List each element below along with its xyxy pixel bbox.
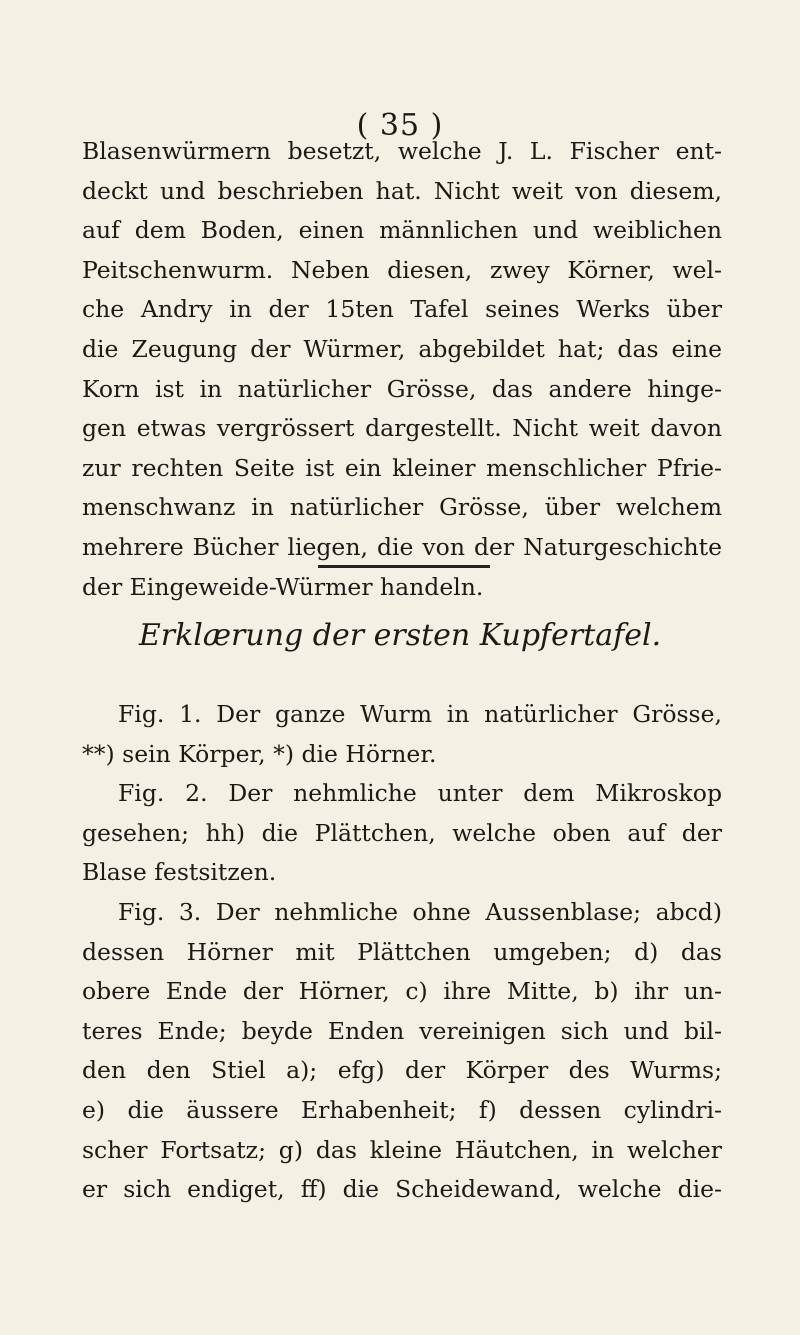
- section-divider: [318, 565, 490, 568]
- text-line: er sich endiget, ff) die Scheidewand, welche die-: [82, 1175, 722, 1204]
- text-line: gen etwas vergrössert dargestellt. Nicht weit davon: [82, 414, 722, 443]
- text-line: auf dem Boden, einen männlichen und weiblichen: [82, 216, 722, 245]
- text-line: Fig. 2. Der nehmliche unter dem Mikroskop: [118, 779, 722, 808]
- text-line: obere Ende der Hörner, c) ihre Mitte, b) ihr un-: [82, 977, 722, 1006]
- text-line: dessen Hörner mit Plättchen umgeben; d) das: [82, 937, 722, 966]
- text-line: e) die äussere Erhabenheit; f) dessen cylindri-: [82, 1095, 722, 1124]
- text-line: che Andry in der 15ten Tafel seines Werks über: [82, 295, 722, 324]
- text-line: Peitschenwurm. Neben diesen, zwey Körner, wel-: [82, 255, 722, 284]
- text-line: mehrere Bücher liegen, die von der Naturgeschichte: [82, 532, 722, 561]
- page-number: ( 35 ): [356, 108, 444, 143]
- text-line: der Eingeweide-Würmer handeln.: [82, 572, 484, 601]
- text-line: gesehen; hh) die Plättchen, welche oben auf der: [82, 818, 722, 847]
- text-line: Fig. 3. Der nehmliche ohne Aussenblase; abcd): [118, 897, 722, 926]
- text-line: Blasenwürmern besetzt, welche J. L. Fischer ent-: [82, 137, 722, 165]
- text-line: scher Fortsatz; g) das kleine Häutchen, in welcher: [82, 1135, 722, 1164]
- text-line: **) sein Körper, *) die Hörner.: [82, 739, 437, 768]
- text-line: die Zeugung der Würmer, abgebildet hat; das eine: [82, 334, 722, 363]
- text-line: menschwanz in natürlicher Grösse, über welchem: [82, 493, 722, 522]
- section-heading: Erklærung der ersten Kupfertafel.: [138, 618, 662, 653]
- paragraph-explanation: [82, 695, 722, 1210]
- text-line: Blase festsitzen.: [82, 858, 277, 887]
- text-line: zur rechten Seite ist ein kleiner menschlicher Pfrie-: [82, 453, 722, 482]
- text-line: Korn ist in natürlicher Grösse, das andere hinge-: [82, 374, 722, 403]
- text-line: Fig. 1. Der ganze Wurm in natürlicher Grösse,: [118, 700, 722, 728]
- text-line: teres Ende; beyde Enden vereinigen sich und bil-: [82, 1016, 722, 1045]
- text-line: deckt und beschrieben hat. Nicht weit von diesem,: [82, 176, 722, 205]
- text-line: den den Stiel a); efg) der Körper des Wurms;: [82, 1056, 722, 1085]
- paragraph-intro: [82, 132, 722, 607]
